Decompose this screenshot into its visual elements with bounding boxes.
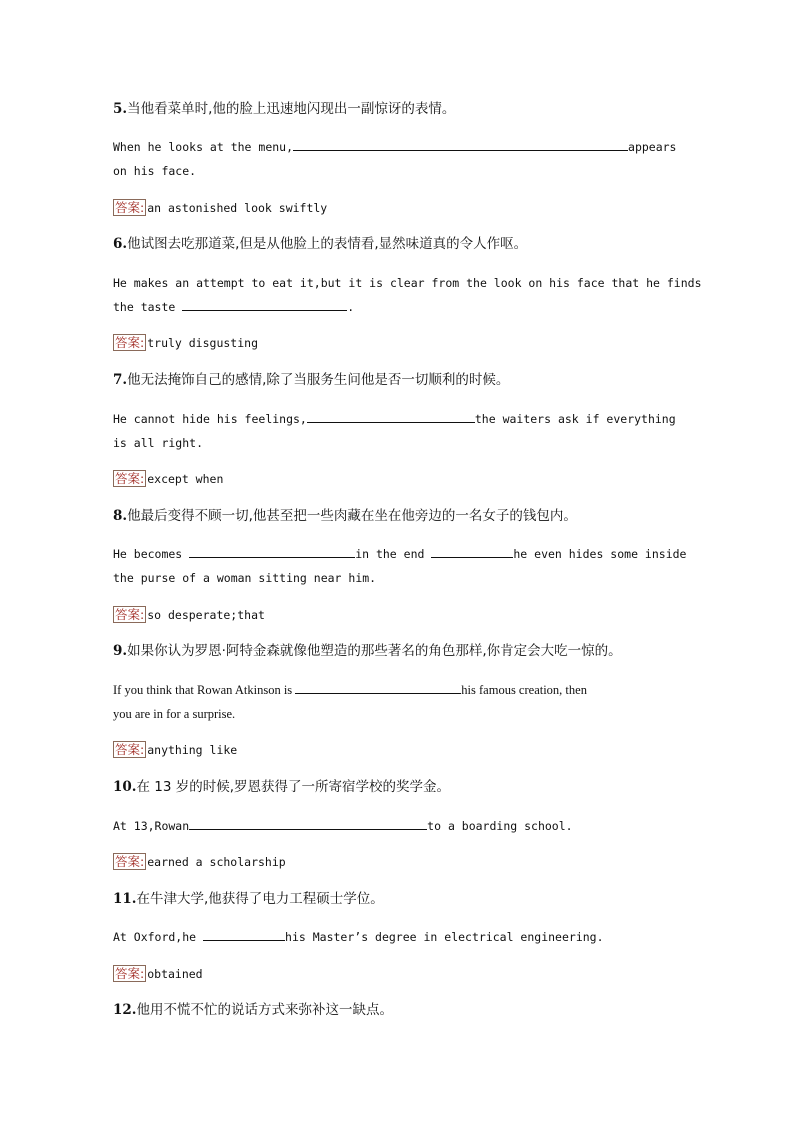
question-text: 在 13 岁的时候,罗恩获得了一所寄宿学校的奖学金。 <box>136 779 451 795</box>
sentence-text: At Oxford,he <box>113 930 197 944</box>
sentence-text: the taste <box>113 300 176 314</box>
question-8-prompt <box>113 507 577 525</box>
question-10-answer <box>113 853 286 870</box>
sentence-text: . <box>347 300 355 314</box>
answer-text: anything like <box>147 743 238 757</box>
answer-label: 答案: <box>115 335 145 350</box>
question-6-english-line2 <box>113 299 354 315</box>
question-text: 当他看菜单时,他的脸上迅速地闪现出一副惊讶的表情。 <box>127 101 456 117</box>
question-number: 12. <box>113 1002 137 1018</box>
question-11-prompt <box>113 890 384 908</box>
question-text: 他用不慌不忙的说话方式来弥补这一缺点。 <box>136 1002 393 1018</box>
answer-label: 答案: <box>115 966 145 981</box>
question-9-prompt <box>113 642 622 660</box>
question-9-english-line2: you are in for a surprise. <box>113 707 236 721</box>
question-8-english-line1 <box>113 546 686 562</box>
sentence-text: he even hides some inside <box>513 547 687 561</box>
question-6-english-line1: He makes an attempt to eat it,but it is clear from the look on his face that he finds <box>113 276 702 290</box>
answer-blank[interactable] <box>307 411 475 423</box>
question-12-prompt <box>113 1001 393 1019</box>
question-11-english-line1 <box>113 929 604 945</box>
sentence-text: his famous creation, then <box>461 683 587 697</box>
question-10-english-line1 <box>113 818 573 834</box>
sentence-text: He becomes <box>113 547 183 561</box>
answer-text: except when <box>147 472 224 486</box>
answer-text: an astonished look swiftly <box>147 201 328 215</box>
answer-label: 答案: <box>115 471 145 486</box>
question-number: 10. <box>113 779 137 795</box>
sentence-text: appears <box>628 140 677 154</box>
answer-blank[interactable] <box>189 818 427 830</box>
question-number: 7. <box>113 372 128 388</box>
question-5-english-line2: on his face. <box>113 164 197 178</box>
question-number: 9. <box>113 643 128 659</box>
answer-label: 答案: <box>115 200 145 215</box>
question-text: 他无法掩饰自己的感情,除了当服务生问他是否一切顺利的时候。 <box>127 372 510 388</box>
question-8-english-line2: the purse of a woman sitting near him. <box>113 571 377 585</box>
sentence-text: his Master’s degree in electrical engineering. <box>285 930 604 944</box>
question-number: 6. <box>113 236 128 252</box>
question-5-prompt <box>113 100 455 118</box>
answer-text: truly disgusting <box>147 336 258 350</box>
sentence-text: the waiters ask if everything <box>474 412 676 426</box>
answer-blank[interactable] <box>431 546 513 558</box>
sentence-text: When he looks at the menu, <box>113 140 294 154</box>
question-6-answer <box>113 334 258 351</box>
answer-label: 答案: <box>115 607 145 622</box>
answer-blank[interactable] <box>182 299 347 311</box>
question-number: 8. <box>113 508 128 524</box>
answer-blank[interactable] <box>295 682 461 694</box>
question-8-answer <box>113 606 265 623</box>
sentence-text: He cannot hide his feelings, <box>113 412 307 426</box>
sentence-text: If you think that Rowan Atkinson is <box>113 683 293 697</box>
question-6-prompt <box>113 235 527 253</box>
question-10-prompt <box>113 778 450 796</box>
answer-text: so desperate;that <box>147 608 265 622</box>
question-number: 11. <box>113 891 137 907</box>
sentence-text: At 13,Rowan <box>113 819 190 833</box>
question-number: 5. <box>113 101 128 117</box>
question-7-english-line1 <box>113 411 676 427</box>
answer-label: 答案: <box>115 854 145 869</box>
answer-blank[interactable] <box>293 139 628 151</box>
answer-label: 答案: <box>115 742 145 757</box>
sentence-text: to a boarding school. <box>427 819 573 833</box>
question-text: 他最后变得不顾一切,他甚至把一些肉藏在坐在他旁边的一名女子的钱包内。 <box>127 508 577 524</box>
answer-text: obtained <box>147 967 203 981</box>
question-5-english-line1 <box>113 139 676 155</box>
question-7-english-line2: is all right. <box>113 436 204 450</box>
question-text: 在牛津大学,他获得了电力工程硕士学位。 <box>136 891 384 907</box>
question-7-answer <box>113 470 223 487</box>
answer-blank[interactable] <box>203 929 285 941</box>
answer-text: earned a scholarship <box>147 855 286 869</box>
question-9-answer <box>113 741 237 758</box>
question-text: 如果你认为罗恩·阿特金森就像他塑造的那些著名的角色那样,你肯定会大吃一惊的。 <box>127 643 622 659</box>
sentence-text: in the end <box>355 547 425 561</box>
question-5-answer <box>113 199 327 216</box>
question-11-answer <box>113 965 203 982</box>
question-text: 他试图去吃那道菜,但是从他脸上的表情看,显然味道真的令人作呕。 <box>127 236 528 252</box>
question-7-prompt <box>113 371 509 389</box>
question-9-english-line1 <box>113 682 587 698</box>
answer-blank[interactable] <box>189 546 355 558</box>
